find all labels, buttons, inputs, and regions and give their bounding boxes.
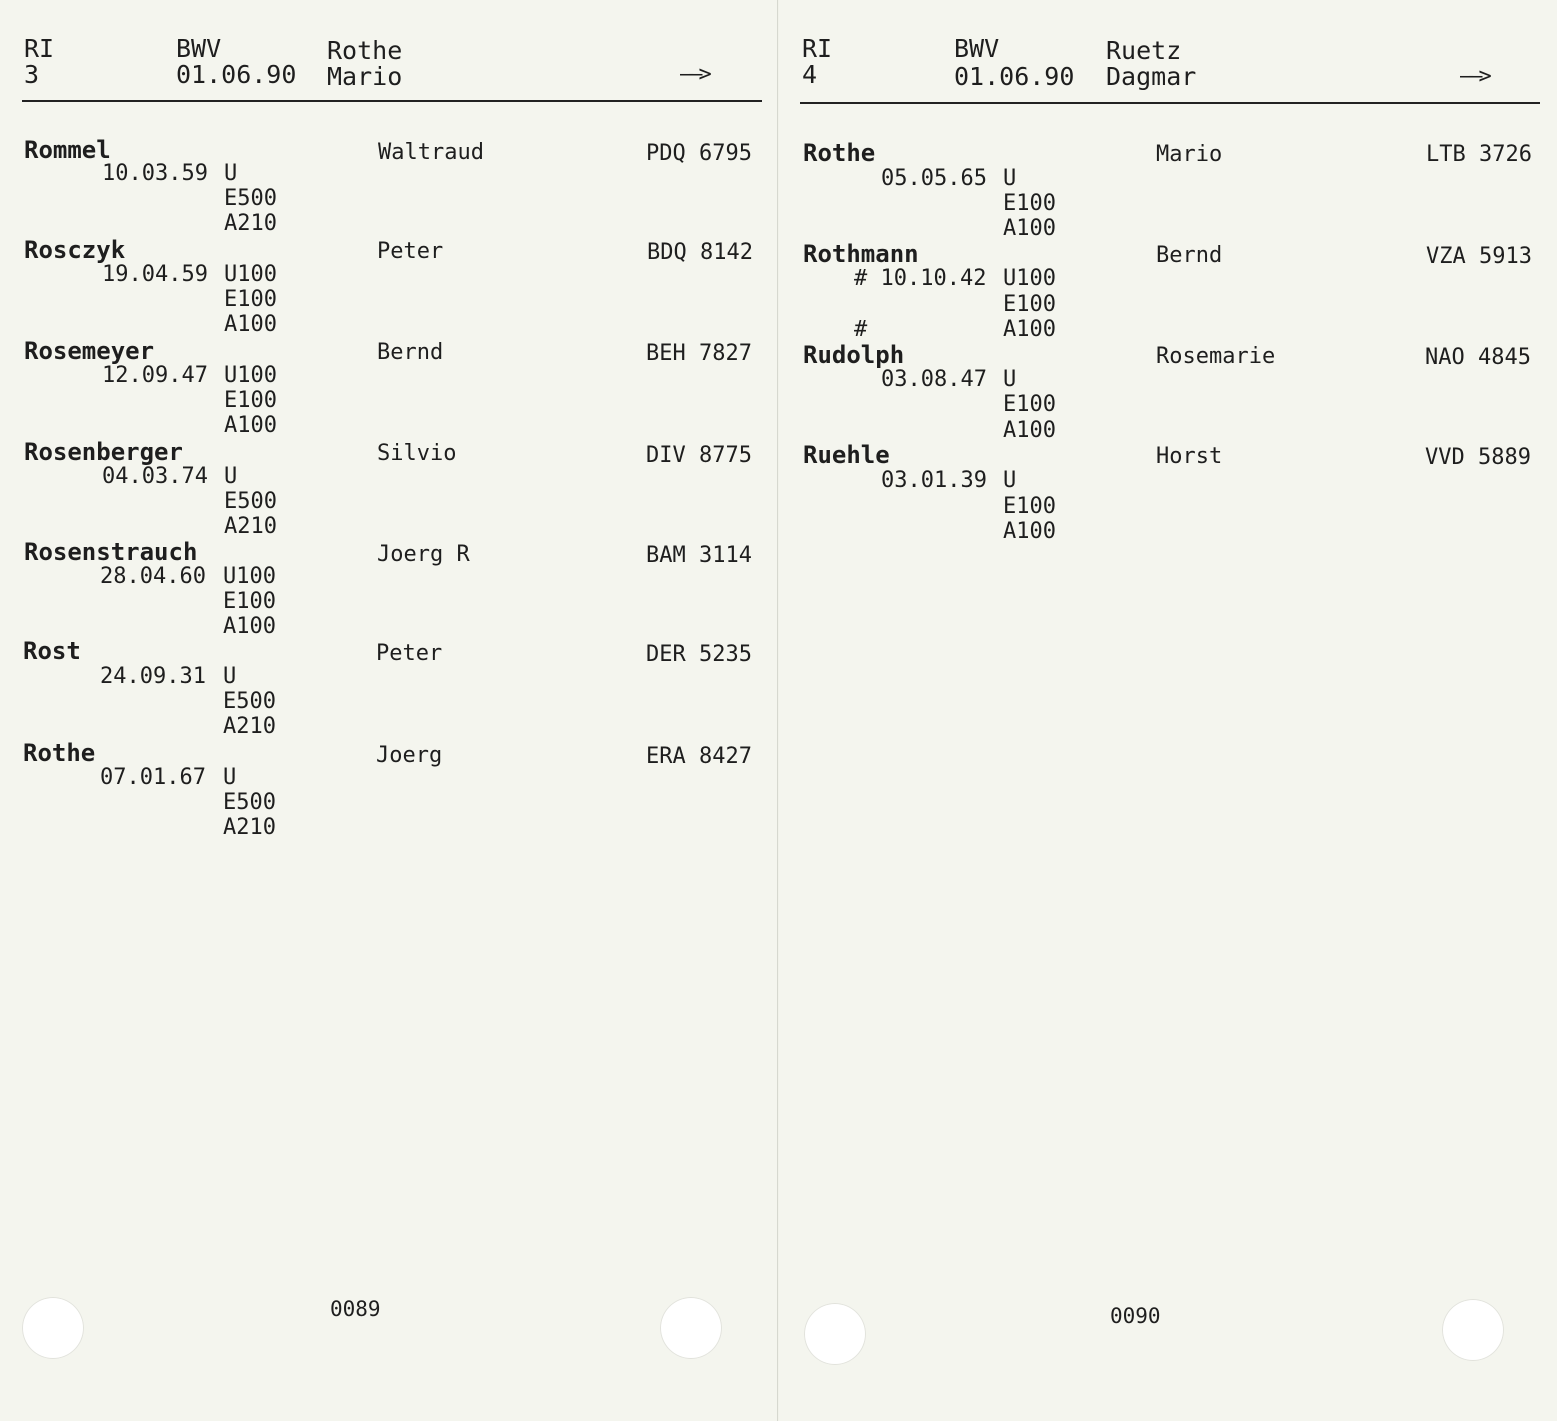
entry-surname: Rommel — [24, 136, 111, 164]
entry-given-name: Silvio — [377, 441, 457, 466]
entry-surname: Rothmann — [803, 240, 919, 268]
entry-mark: # — [854, 317, 868, 342]
page-number: 0089 — [330, 1297, 381, 1321]
entry-id: LTB 3726 — [1426, 142, 1532, 167]
next-arrow-icon: ——> — [1460, 64, 1488, 89]
entry-surname: Rosczyk — [24, 236, 126, 264]
next-arrow-icon: ——> — [680, 62, 708, 87]
entry-given-name: Horst — [1156, 444, 1223, 469]
entry-id: BAM 3114 — [646, 543, 752, 568]
entry-surname: Rudolph — [803, 341, 905, 369]
entry-code: E500 — [223, 689, 276, 714]
entry-code: U100 — [224, 363, 277, 388]
header-ri-number: 3 — [24, 60, 40, 89]
entry-surname: Rosemeyer — [24, 337, 155, 365]
entry-code: U100 — [223, 564, 276, 589]
punch-hole — [1442, 1299, 1504, 1361]
header-ri-number: 4 — [802, 60, 818, 89]
entry-id: VVD 5889 — [1425, 445, 1531, 470]
entry-code: A100 — [1003, 519, 1056, 544]
entry-given-name: Mario — [1156, 142, 1223, 167]
card-sheet-left — [0, 0, 778, 1421]
entry-code: A210 — [224, 211, 277, 236]
header-office: BWV — [176, 34, 222, 63]
entry-code: E500 — [224, 489, 277, 514]
entry-code: U — [1003, 468, 1017, 493]
entry-code: A210 — [224, 514, 277, 539]
header-surname: Rothe — [327, 36, 403, 65]
entry-surname: Ruehle — [803, 441, 890, 469]
entry-id: BDQ 8142 — [647, 240, 753, 265]
entry-dob: # 10.10.42 — [854, 266, 987, 291]
header-office: BWV — [954, 34, 1000, 63]
entry-given-name: Waltraud — [378, 140, 484, 165]
entry-surname: Rosenstrauch — [24, 538, 198, 566]
header-date: 01.06.90 — [176, 60, 297, 89]
page-number: 0090 — [1110, 1304, 1161, 1328]
entry-dob: 07.01.67 — [100, 765, 206, 790]
entry-id: NAO 4845 — [1425, 345, 1531, 370]
entry-code: U — [223, 664, 237, 689]
card-sheet-right — [779, 0, 1557, 1421]
entry-code: E100 — [1003, 292, 1056, 317]
entry-given-name: Joerg — [376, 743, 443, 768]
punch-hole — [22, 1297, 84, 1359]
entry-code: U — [1003, 166, 1017, 191]
punch-hole — [804, 1303, 866, 1365]
entry-dob: 05.05.65 — [881, 166, 987, 191]
entry-code: E500 — [223, 790, 276, 815]
entry-code: U — [224, 464, 238, 489]
entry-id: VZA 5913 — [1426, 244, 1532, 269]
entry-code: A100 — [1003, 317, 1056, 342]
entry-dob: 03.01.39 — [881, 468, 987, 493]
entry-code: A100 — [223, 614, 276, 639]
entry-code: U100 — [224, 262, 277, 287]
entry-surname: Rost — [23, 637, 81, 665]
entry-dob: 24.09.31 — [100, 664, 206, 689]
entry-given-name: Peter — [377, 239, 444, 264]
entry-code: E100 — [1003, 392, 1056, 417]
entry-code: U100 — [1003, 266, 1056, 291]
entry-code: A100 — [224, 413, 277, 438]
entry-given-name: Bernd — [1156, 243, 1223, 268]
entry-dob: 03.08.47 — [881, 367, 987, 392]
header-divider — [22, 100, 762, 102]
entry-code: E100 — [224, 388, 277, 413]
entry-code: U — [1003, 367, 1017, 392]
entry-code: A210 — [223, 815, 276, 840]
entry-given-name: Bernd — [377, 340, 444, 365]
header-surname: Ruetz — [1106, 36, 1182, 65]
entry-surname: Rosenberger — [24, 438, 183, 466]
entry-code: E100 — [1003, 191, 1056, 216]
entry-id: BEH 7827 — [646, 341, 752, 366]
entry-dob: 28.04.60 — [100, 564, 206, 589]
entry-given-name: Rosemarie — [1156, 344, 1276, 369]
entry-id: PDQ 6795 — [646, 141, 752, 166]
entry-code: A100 — [1003, 418, 1056, 443]
entry-given-name: Joerg R — [377, 542, 470, 567]
entry-code: U — [223, 765, 237, 790]
entry-code: E500 — [224, 186, 277, 211]
header-given: Dagmar — [1106, 62, 1197, 91]
entry-surname: Rothe — [23, 739, 96, 767]
entry-dob: 04.03.74 — [102, 464, 208, 489]
entry-code: E100 — [223, 589, 276, 614]
entry-dob: 19.04.59 — [102, 262, 208, 287]
header-divider — [800, 102, 1540, 104]
entry-given-name: Peter — [376, 641, 443, 666]
entry-surname: Rothe — [803, 139, 876, 167]
entry-code: A100 — [1003, 216, 1056, 241]
entry-id: DER 5235 — [646, 642, 752, 667]
entry-dob: 10.03.59 — [102, 161, 208, 186]
entry-id: ERA 8427 — [646, 744, 752, 769]
entry-code: U — [224, 161, 238, 186]
header-ri-label: RI — [24, 34, 55, 63]
entry-code: A210 — [223, 714, 276, 739]
entry-code: E100 — [1003, 494, 1056, 519]
entry-dob: 12.09.47 — [102, 363, 208, 388]
punch-hole — [660, 1297, 722, 1359]
header-date: 01.06.90 — [954, 62, 1075, 91]
entry-code: A100 — [224, 312, 277, 337]
entry-code: E100 — [224, 287, 277, 312]
header-ri-label: RI — [802, 34, 833, 63]
entry-id: DIV 8775 — [646, 443, 752, 468]
header-given: Mario — [327, 62, 403, 91]
